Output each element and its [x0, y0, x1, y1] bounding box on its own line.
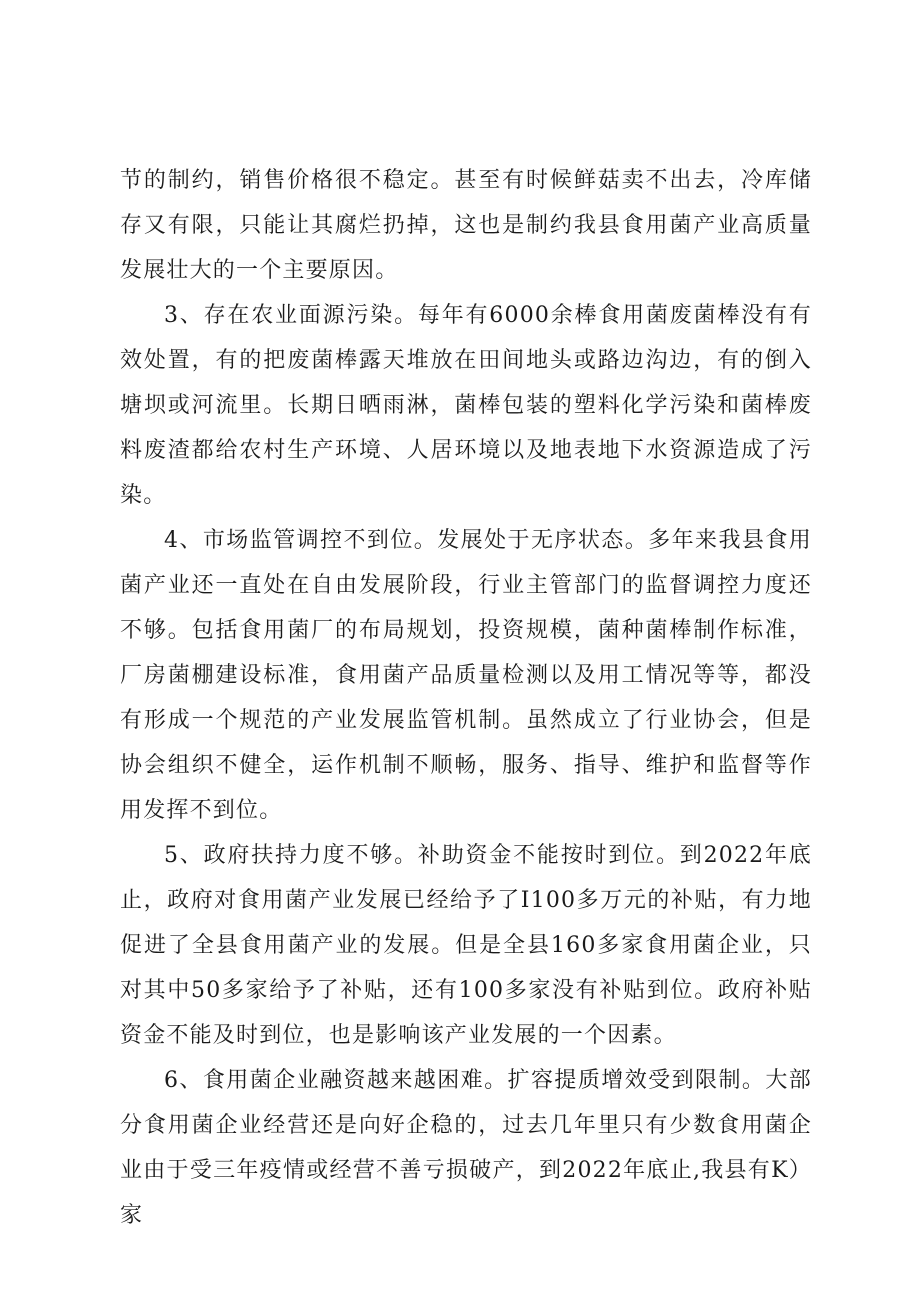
paragraph-item-6-financing: 6、食用菌企业融资越来越困难。扩容提质增效受到限制。大部分食用菌企业经营还是向好企稳的，过去几年里只有少数食用菌企业由于受三年疫情或经营不善亏损破产，到2022年底止,我县有K）家	[120, 1068, 812, 1228]
paragraph-item-4-market-supervision: 4、市场监管调控不到位。发展处于无序状态。多年来我县食用菌产业还一直处在自由发展阶段，行业主管部门的监督调控力度还不够。包括食用菌厂的布局规划，投资规模，菌种菌棒制作标准，厂房菌棚建设标准，食用菌产品质量检测以及用工情况等等，都没有形成一个规范的产业发展监管机制。虽然成立了行业协会，但是协会组织不健全，运作机制不顺畅，服务、指导、维护和监督等作用发挥不到位。	[120, 528, 812, 823]
paragraph-item-5-government-support: 5、政府扶持力度不够。补助资金不能按时到位。到2022年底止，政府对食用菌产业发展已经给予了I100多万元的补贴，有力地促进了全县食用菌产业的发展。但是全县160多家食用菌企业，只对其中50多家给予了补贴，还有100多家没有补贴到位。政府补贴资金不能及时到位，也是影响该产业发展的一个因素。	[120, 843, 812, 1048]
paragraph-continuation: 节的制约，销售价格很不稳定。甚至有时候鲜菇卖不出去，冷库储存又有限，只能让其腐烂扔掉，这也是制约我县食用菌产业高质量发展壮大的一个主要原因。	[120, 168, 812, 283]
body-text	[120, 158, 812, 1238]
paragraph-item-3-pollution: 3、存在农业面源污染。每年有6000余棒食用菌废菌棒没有有效处置，有的把废菌棒露天堆放在田间地头或路边沟边，有的倒入塘坝或河流里。长期日晒雨淋，菌棒包装的塑料化学污染和菌棒废料废渣都给农村生产环境、人居环境以及地表地下水资源造成了污染。	[120, 303, 812, 508]
